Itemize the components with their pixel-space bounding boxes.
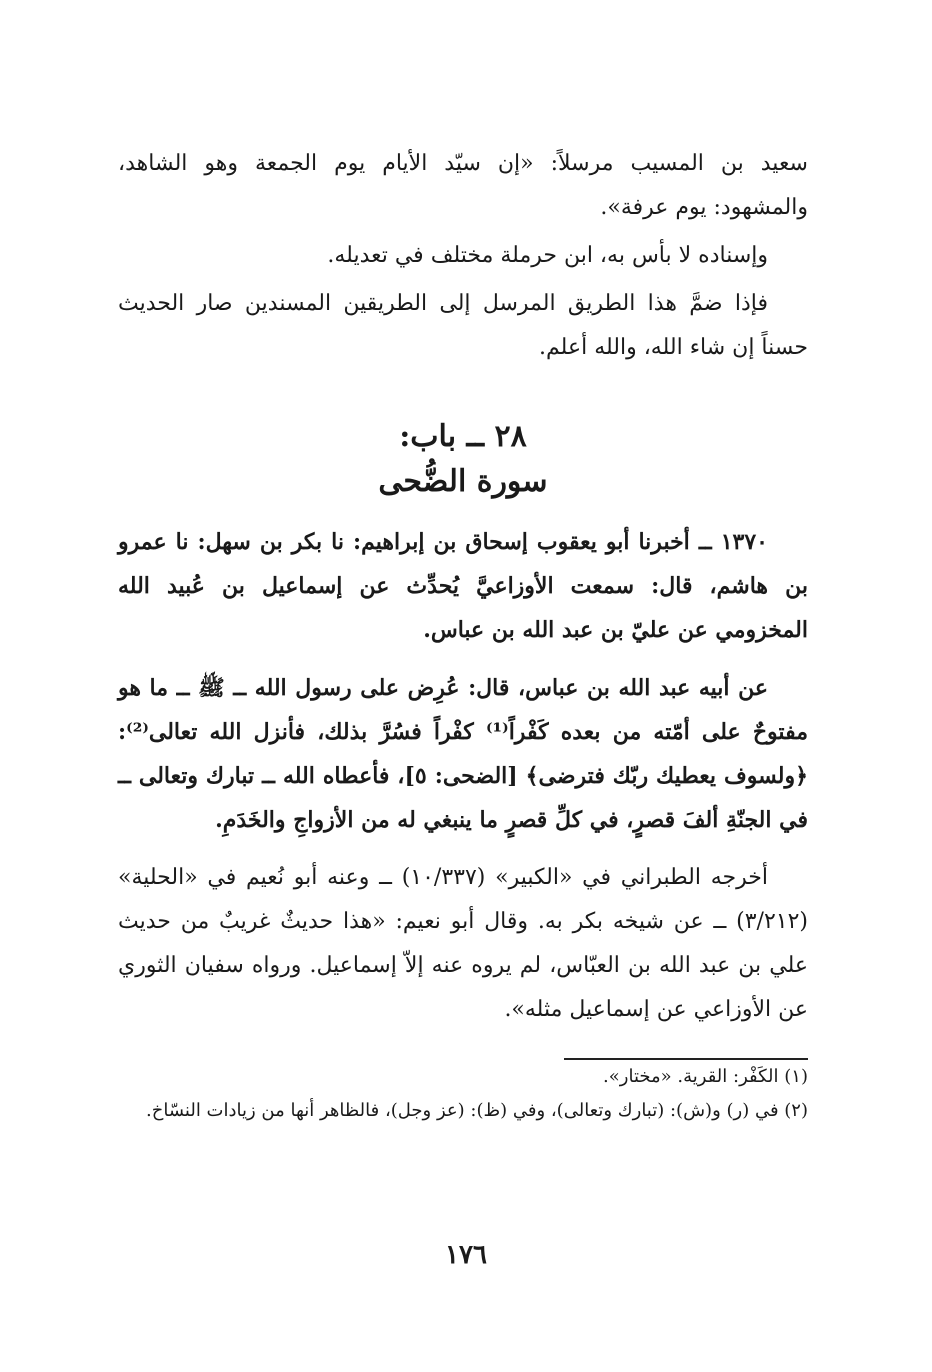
- page-number: ١٧٦: [445, 1240, 487, 1270]
- hadith-matn: عن أبيه عبد الله بن عباس، قال: عُرِض على رسول الله ــ ﷺ ــ ما هو مفتوحٌ على أمّته من بعده كَفْراً⁽¹⁾ كفْراً فسُرَّ بذلك، فأنزل الله تعالى⁽²⁾: ﴿ولسوف يعطيك ربّك فترضى﴾ [الضحى: ٥]، فأعطاه الله ــ تبارك وتعالى ــ في الجنّةِ ألفَ قصرٍ، في كلِّ قصرٍ ما ينبغي له من الأزواجِ والخَدَمِ.: [118, 675, 808, 833]
- chapter-heading: [118, 416, 808, 506]
- paragraph-conclusion: فإذا ضمَّ هذا الطريق المرسل إلى الطريقين المسندين صار الحديث حسناً إن شاء الله، والله أعلم.: [118, 291, 808, 360]
- hadith-isnad: ١٣٧٠ ــ أخبرنا أبو يعقوب إسحاق بن إبراهيم: نا بكر بن سهل: نا عمرو بن هاشم، قال: سمعت الأوزاعيَّ يُحدِّث عن إسماعيل بن عُبيد الله المخزومي عن عليّ بن عبد الله بن عباس.: [118, 529, 808, 643]
- paragraph-intro: سعيد بن المسيب مرسلاً: «إن سيّد الأيام يوم الجمعة وهو الشاهد، والمشهود: يوم عرفة».: [118, 151, 808, 220]
- footnote-1: (١) الكَفْر: القرية. «مختار».: [603, 1066, 808, 1087]
- chapter-number: ٢٨ ــ باب:: [399, 419, 527, 454]
- chapter-title: سورة الضُّحى: [378, 464, 548, 499]
- paragraph-isnad-assessment: وإسناده لا بأس به، ابن حرملة مختلف في تعديله.: [327, 243, 768, 268]
- footnote-2: (٢) في (ر) و(ش): (تبارك وتعالى)، وفي (ظ): (عز وجل)، فالظاهر أنها من زيادات النسّاخ.: [146, 1100, 808, 1121]
- page-body: [118, 142, 808, 1128]
- takhrij-paragraph: أخرجه الطبراني في «الكبير» (١٠/٣٣٧) ــ وعنه أبو نُعيم في «الحلية» (٣/٢١٢) ــ عن شيخه بكر به. وقال أبو نعيم: «هذا حديثٌ غريبٌ من حديث علي بن عبد الله بن العبّاس، لم يروه عنه إلاّ إسماعيل. ورواه سفيان الثوري عن الأوزاعي عن إسماعيل مثله».: [118, 865, 808, 1022]
